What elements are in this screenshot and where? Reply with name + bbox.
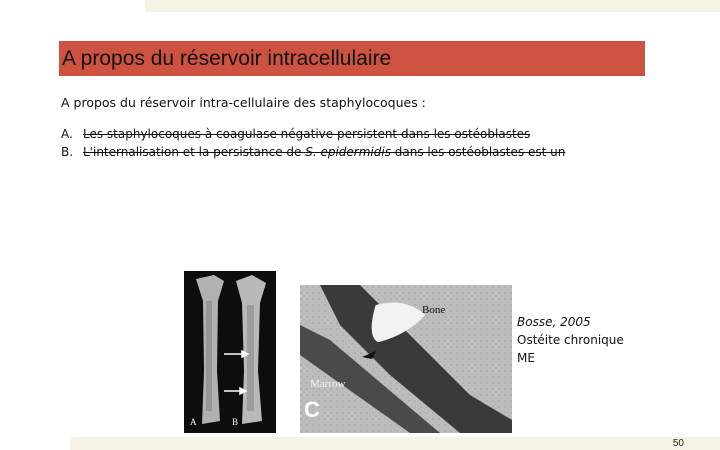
answer-list [61, 125, 581, 161]
answer-text-after: dans les ostéoblastes est un [390, 145, 566, 159]
caption-reference: Bosse, 2005 [517, 315, 591, 329]
answer-item-b [61, 143, 581, 161]
microscopy-image [300, 285, 512, 433]
answer-text-before: L'internalisation et la persistance de [83, 145, 306, 159]
title-bar [59, 41, 645, 76]
answer-text: Les staphylocoques à coagulase négative persistent dans les ostéoblastes [83, 127, 531, 141]
answer-text-species: S. epidermidis [305, 145, 391, 159]
answer-item-a [61, 125, 581, 143]
question-text: A propos du réservoir intra-cellulaire des staphylocoques : [61, 95, 426, 110]
micro-label-bone: Bone [422, 304, 446, 316]
answer-letter: B. [61, 145, 74, 159]
bone-b-canal [247, 305, 254, 411]
caption-line-3: ME [517, 351, 535, 365]
micro-label-panel: C [304, 397, 320, 422]
xray-label-b: B [232, 417, 239, 427]
page-number: 50 [672, 438, 684, 449]
image-caption [517, 313, 624, 367]
xray-image [184, 271, 276, 433]
footer-decorative-strip [70, 437, 720, 450]
answer-letter: A. [61, 127, 73, 141]
micro-label-marrow: Marrow [310, 378, 346, 390]
slide-title: A propos du réservoir intracellulaire [62, 47, 392, 70]
xray-illustration [184, 271, 276, 433]
top-decorative-strip [145, 0, 720, 12]
xray-label-a: A [190, 417, 197, 427]
bone-a-canal [206, 301, 212, 411]
caption-line-2: Ostéite chronique [517, 333, 624, 347]
microscopy-illustration [300, 285, 512, 433]
